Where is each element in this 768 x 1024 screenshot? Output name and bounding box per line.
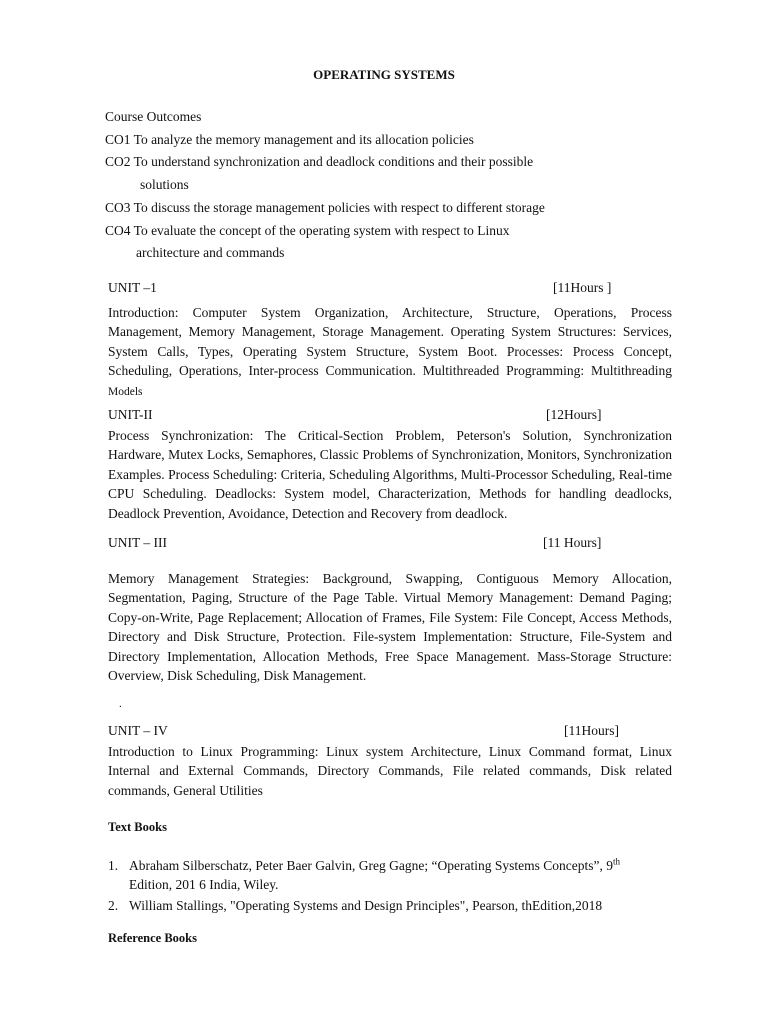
unit-3-hours: [11 Hours] [543,535,602,550]
co4-text-continued: architecture and commands [136,245,285,260]
text-book-2 [108,896,672,915]
text-book-1-number: 1. [108,858,119,873]
unit-1-header [108,280,674,298]
co1-text: CO1 To analyze the memory management and its allocation policies [105,132,474,147]
unit-4-hours: [11Hours] [564,723,619,738]
text-book-2-number: 2. [108,898,119,913]
unit-3-body: Memory Management Strategies: Background, Swapping, Contiguous Memory Allocation, Segmentation, Paging, Structure of the Page Table. Virtual Memory Management: Demand Paging; Copy-on-Write, Page Replacement; Allocation of Frames, File System: File Concept, Access Methods, Directory and Disk Structure, Protection. File-system Implementation: Structure, File-System and Directory Implementation, Allocation Methods, Free Space Management. Mass-Storage Structure: Overview, Disk Scheduling, Disk Management. [108,571,672,684]
unit-4-title: UNIT – IV [108,723,168,738]
course-outcomes-heading: Course Outcomes [105,109,202,124]
unit-1-hours: [11Hours ] [553,280,612,295]
unit-3-title: UNIT – III [108,535,167,550]
text-book-1-text [129,856,672,894]
unit-1-body [108,303,672,402]
unit-1-body-tail: Models [108,385,143,398]
stray-mark: . [119,698,122,710]
reference-books-heading: Reference Books [108,931,197,945]
unit-2-hours: [12Hours] [546,407,602,422]
unit-4-body: Introduction to Linux Programming: Linux system Architecture, Linux Command format, Linux Internal and External Commands, Directory Commands, File related commands, Disk related commands, General Utilities [108,744,672,798]
unit-2-header [108,407,674,425]
co2-text-continued: solutions [140,177,189,192]
page-title: OPERATING SYSTEMS [313,67,455,82]
unit-4-header [108,723,674,741]
co2-text: CO2 To understand synchronization and deadlock conditions and their possible [105,154,534,169]
co3-text: CO3 To discuss the storage management policies with respect to different storage [105,200,545,215]
unit-3-header [108,535,674,553]
text-book-2-text: William Stallings, "Operating Systems and Design Principles", Pearson, thEdition,2018 [129,898,603,913]
text-book-1-superscript: th [612,856,620,867]
unit-2-body: Process Synchronization: The Critical-Section Problem, Peterson's Solution, Synchronization Hardware, Mutex Locks, Semaphores, Classic Problems of Synchronization, Monitors, Synchronization Examples. Process Scheduling: Criteria, Scheduling Algorithms, Multi-Processor Scheduling, Real-time CPU Scheduling. Deadlocks: System model, Characterization, Methods for handling deadlocks, Deadlock Prevention, Avoidance, Detection and Recovery from deadlock. [108,428,672,521]
text-book-1-line1: Abraham Silberschatz, Peter Baer Galvin, Greg Gagne; “Operating Systems Concepts”, 9 [129,858,613,873]
text-books-heading: Text Books [108,820,167,834]
text-book-1-line2: Edition, 201 6 India, Wiley. [129,877,279,892]
unit-1-title: UNIT –1 [108,280,157,295]
co4-text: CO4 To evaluate the concept of the operating system with respect to Linux [105,223,510,238]
unit-2-title: UNIT-II [108,407,153,422]
unit-1-body-text: Introduction: Computer System Organization, Architecture, Structure, Operations, Process Management, Memory Management, Storage Management. Operating System Structures: Services, System Calls, Types, Operating System Structure, System Boot. Processes: Process Concept, Scheduling, Operations, Inter-process Communication. Multithreaded Programming: Multithreading [108,305,672,379]
text-book-1 [108,856,672,894]
